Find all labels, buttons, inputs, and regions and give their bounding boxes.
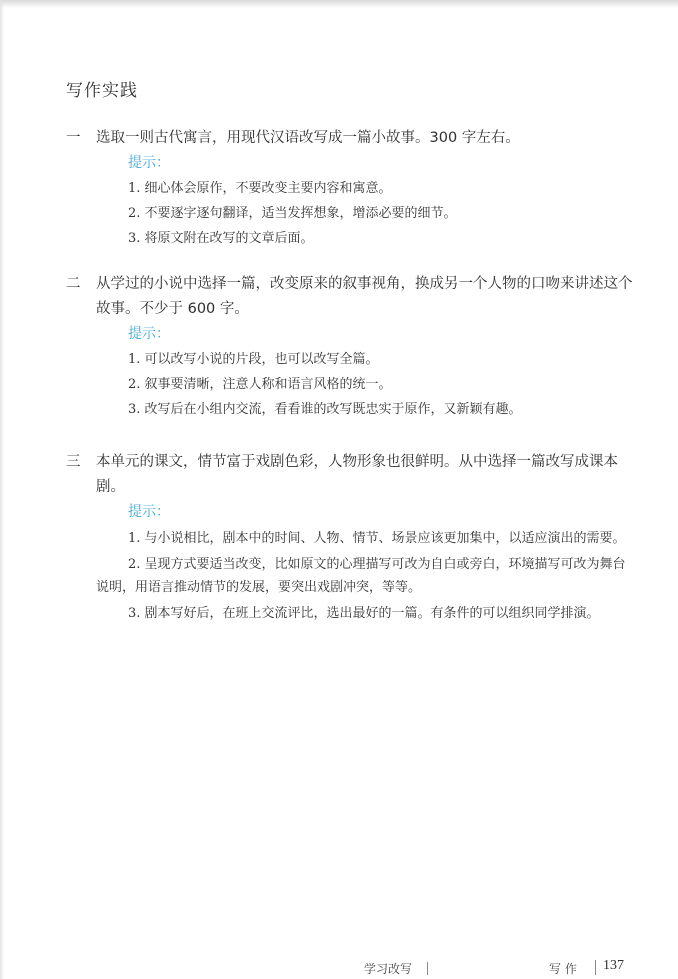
task-3-number: 三 <box>66 454 81 470</box>
task-1 <box>66 126 636 251</box>
task-1-text: 选取一则古代寓言，用现代汉语改写成一篇小故事。300 字左右。 <box>96 130 520 146</box>
task-3 <box>66 450 636 628</box>
task-3-text: 本单元的课文，情节富于戏剧色彩，人物形象也很鲜明。从中选择一篇改写成课本剧。 <box>96 454 618 495</box>
task-3-tip-1: 1. 与小说相比，剧本中的时间、人物、情节、场景应该更加集中，以适应演出的需要。 <box>128 531 626 546</box>
task-1-tip-2: 2. 不要逐字逐句翻译，适当发挥想象，增添必要的细节。 <box>128 206 457 221</box>
task-1-tip-label: 提示： <box>128 155 170 171</box>
task-3-tip-3: 3. 剧本写好后，在班上交流评比，选出最好的一篇。有条件的可以组织同学排演。 <box>128 606 600 621</box>
footer-unit-label: 学习改写 <box>364 962 413 976</box>
footer-divider-1 <box>427 962 428 975</box>
task-3-tips <box>96 527 636 625</box>
task-3-prompt <box>66 450 636 500</box>
task-2-tip-2: 2. 叙事要清晰，注意人称和语言风格的统一。 <box>128 377 392 392</box>
task-2 <box>66 272 636 422</box>
task-2-number: 二 <box>66 276 81 292</box>
footer-section-label: 写 作 <box>549 962 577 976</box>
section-title: 写作实践 <box>66 81 138 101</box>
task-1-tip-3: 3. 将原文附在改写的文章后面。 <box>128 231 314 246</box>
task-1-number: 一 <box>66 130 81 146</box>
footer-divider-2 <box>595 960 596 975</box>
task-1-tips <box>128 176 636 251</box>
task-1-prompt <box>66 126 636 151</box>
task-2-tips <box>128 347 636 422</box>
task-2-tip-3: 3. 改写后在小组内交流，看看谁的改写既忠实于原作，又新颖有趣。 <box>128 402 522 417</box>
task-2-tip-1: 1. 可以改写小说的片段，也可以改写全篇。 <box>128 352 379 367</box>
page-number: 137 <box>603 958 624 973</box>
task-3-tip-2: 2. 呈现方式要适当改变，比如原文的心理描写可改为自白或旁白，环境描写可改为舞台说明，用语言推动情节的发展，要突出戏剧冲突，等等。 <box>96 557 626 595</box>
task-2-text: 从学过的小说中选择一篇，改变原来的叙事视角，换成另一个人物的口吻来讲述这个故事。不少于 600 字。 <box>96 276 633 317</box>
page-left-edge <box>0 0 4 979</box>
task-2-tip-label: 提示： <box>128 326 170 342</box>
task-3-tip-label: 提示： <box>128 504 170 520</box>
task-2-prompt <box>66 272 636 322</box>
task-1-tip-1: 1. 细心体会原作，不要改变主要内容和寓意。 <box>128 181 392 196</box>
page-top-edge <box>0 0 678 8</box>
